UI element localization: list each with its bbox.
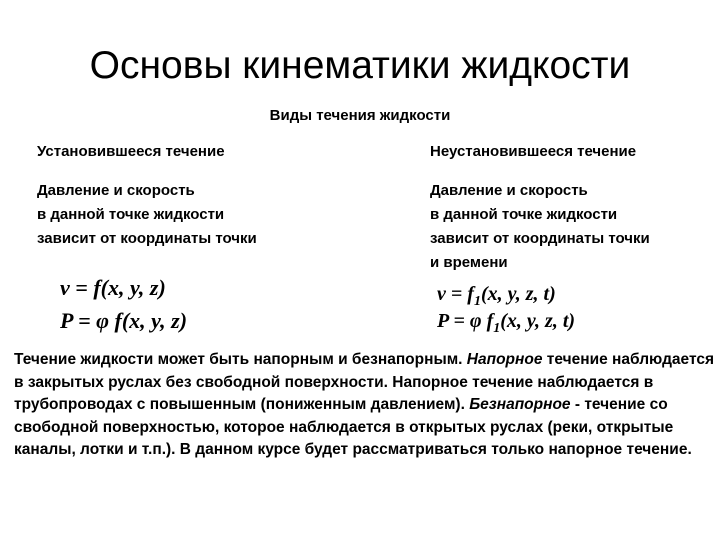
steady-desc-line: в данной точке жидкости <box>37 206 225 223</box>
steady-pressure-formula <box>60 306 187 336</box>
formula-rhs: f(x, y, z) <box>93 275 166 300</box>
steady-desc-line: Давление и скорость <box>37 182 195 199</box>
paragraph-text: Течение жидкости может быть напорным и безнапорным. <box>14 351 467 368</box>
steady-flow-description <box>37 179 337 251</box>
formula-subscript: 1 <box>493 321 501 336</box>
formula-lhs: P = φ <box>60 308 115 333</box>
steady-velocity-formula <box>60 273 166 303</box>
paragraph-italic-term: Безнапорное <box>469 396 571 413</box>
paragraph-text: - течение со свободной поверхностью, которое наблюдается в открытых руслах (реки, открытые каналы, лотки и т.п.). В данном курсе будет рассматриваться только напорное течение. <box>14 396 692 458</box>
formula-rhs: (x, y, z, t) <box>480 283 556 305</box>
unsteady-flow-description <box>430 179 715 275</box>
unsteady-desc-line: Давление и скорость <box>430 182 588 199</box>
formula-lhs: P = φ f <box>437 310 494 332</box>
formula-lhs: v = <box>60 275 94 300</box>
steady-flow-heading: Установившееся течение <box>37 143 225 160</box>
unsteady-desc-line: зависит от координаты точки <box>430 230 650 247</box>
unsteady-desc-line: и времени <box>430 254 508 271</box>
formula-rhs: f(x, y, z) <box>114 308 188 333</box>
formula-lhs: v = f <box>437 283 474 305</box>
unsteady-flow-heading: Неустановившееся течение <box>430 143 637 160</box>
paragraph-italic-term: Напорное <box>466 351 543 368</box>
unsteady-desc-line: в данной точке жидкости <box>430 206 618 223</box>
page-title: Основы кинематики жидкости <box>89 44 631 87</box>
formula-subscript: 1 <box>473 294 481 309</box>
formula-rhs: (x, y, z, t) <box>500 310 576 332</box>
unsteady-pressure-formula <box>437 306 575 344</box>
steady-desc-line: зависит от координаты точки <box>37 230 257 247</box>
paragraph-text: течение наблюдается в закрытых руслах без свободной поверхности. Напорное течение наблюдается в трубопроводах с повышенным (пониженным давлением). <box>14 351 715 413</box>
section-subtitle: Виды течения жидкости <box>269 107 451 124</box>
flow-types-paragraph <box>14 349 714 462</box>
